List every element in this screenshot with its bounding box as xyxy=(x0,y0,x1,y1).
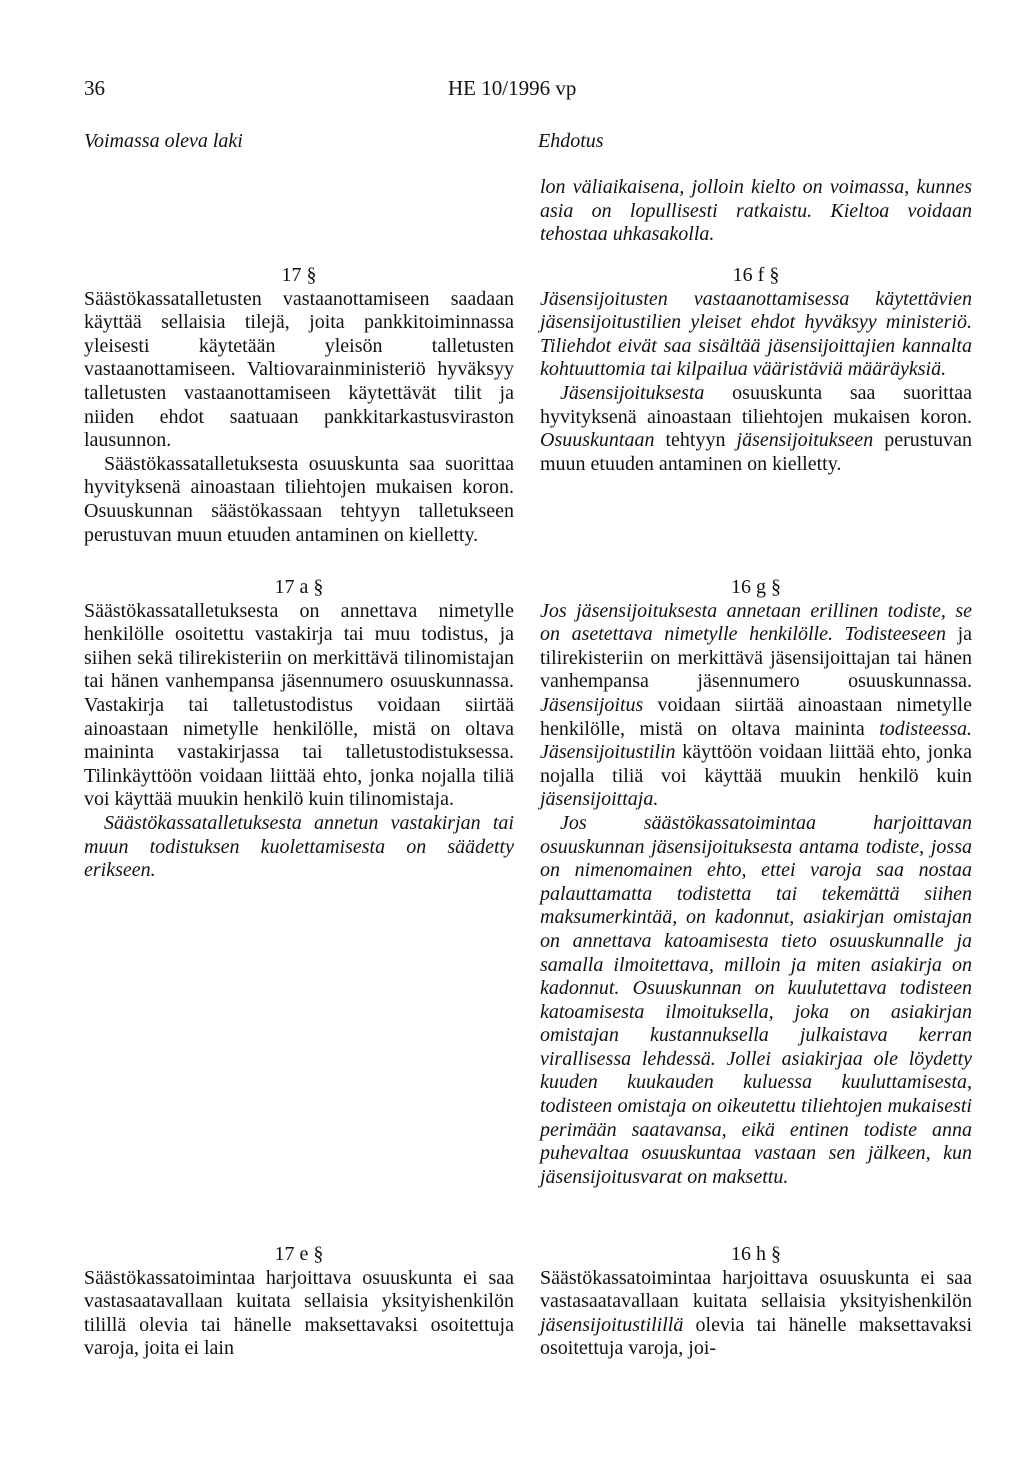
text-run: Jäsensijoituksesta xyxy=(560,381,705,404)
text-run: perustuvan muun etuuden antaminen on kielletty. xyxy=(540,429,972,475)
section-title-16f: 16 f § xyxy=(732,264,780,286)
section-16f-paragraph-2 xyxy=(540,382,972,476)
section-16g-paragraph-2: Jos säästökassatoimintaa harjoittavan osuuskunnan jäsensijoituksesta antama todiste, jossa on nimenomainen ehto, ettei varoja saa nostaa palauttamatta todistetta tai tekemättä siihen maksumerkintää, on kadonnut, asiakirjan omistajan on annettava katoamisesta tieto osuuskunnalle ja samalla ilmoitettava, milloin ja miten asiakirja on kadonnut. Osuuskunnan on kuulutettava todisteen katoamisesta ilmoituksella, joka on asiakirjan omistajan kustannuksella julkaistava kerran virallisessa lehdessä. Jollei asiakirjaa ole löydetty kuuden kuukauden kuluessa kuuluttamisesta, todisteen omistaja on oikeutettu tiliehtojen mukaisesti perimään saatavansa, eikä entinen todiste anna puhevaltaa osuuskuntaa vastaan sen jälkeen, kun jäsensijoitusvarat on maksettu. xyxy=(540,811,972,1188)
text-run: todisteessa. Jäsensijoitustilin xyxy=(540,717,972,764)
document-id: HE 10/1996 vp xyxy=(448,76,577,100)
text-run: olevia tai hänelle maksettavaksi osoitettuja varoja, joi- xyxy=(540,1313,972,1360)
left-section-17e xyxy=(84,1243,514,1361)
section-title-17: 17 § xyxy=(281,264,317,286)
right-section-16g xyxy=(540,576,972,1189)
text-run: käyttöön voidaan liittää ehto, jonka nojalla tiliä voi käyttää muukin henkilö kuin xyxy=(540,741,972,787)
page-number: 36 xyxy=(84,76,105,100)
right-section-16f xyxy=(540,264,972,476)
text-run: Säästökassatoimintaa harjoittava osuuskunta ei saa vastasaatavallaan kuitata sellaisia yksityishenkilön xyxy=(540,1266,972,1313)
section-title-17a: 17 a § xyxy=(274,576,324,598)
right-intro-continuation: lon väliaikaisena, jolloin kielto on voimassa, kunnes asia on lopullisesti ratkaistu. Kieltoa voidaan tehostaa uhkasakolla. xyxy=(540,176,972,246)
proposal-heading: Ehdotus xyxy=(538,130,604,152)
section-16f-paragraph-1: Jäsensijoitusten vastaanottamisessa käytettävien jäsensijoitustilien yleiset ehdot hyväksyy ministeriö. Tiliehdot eivät saa sisältää jäsensijoittajien kannalta kohtuuttomia tai kilpailua vääristäviä määräyksiä. xyxy=(540,287,972,381)
text-run: tehtyyn xyxy=(654,429,737,452)
text-run: voidaan siirtää ainoastaan nimetylle henkilölle, mistä on oltava maininta xyxy=(540,693,972,740)
section-title-17e: 17 e § xyxy=(274,1243,324,1265)
text-run: jäsensijoittaja. xyxy=(540,788,659,811)
section-17a-paragraph-1: Säästökassatalletuksesta on annettava nimetylle henkilölle osoitettu vastakirja tai muu todistus, ja siihen sekä tilirekisteriin on merkittävä tilinomistajan tai hänen vanhempansa jäsennumero osuuskunnassa. Vastakirja tai talletustodistus voidaan siirtää ainoastaan nimetylle henkilölle, mistä on oltava maininta vastakirjassa tai talletustodistuksessa. Tilinkäyttöön voidaan liittää ehto, jonka nojalla tiliä voi käyttää muukin henkilö kuin tilinomistaja. xyxy=(84,599,514,811)
text-run: jäsensijoitustilillä xyxy=(540,1313,684,1336)
section-17-paragraph-2: Säästökassatalletuksesta osuuskunta saa suorittaa hyvityksenä ainoastaan tiliehtojen mukaisen koron. Osuuskunnan säästökassaan tehtyyn talletukseen perustuvan muun etuuden antaminen on kielletty. xyxy=(84,452,514,546)
text-run: ja tilirekisteriin on merkittävä jäsensijoittajan tai hänen vanhempansa jäsennumero osuuskunnassa. xyxy=(540,623,973,693)
section-16h-paragraph-1 xyxy=(540,1267,972,1361)
section-17a-paragraph-2: Säästökassatalletuksesta annetun vastakirjan tai muun todistuksen kuolettamisesta on säädetty erikseen. xyxy=(84,811,514,882)
section-17e-paragraph-1: Säästökassatoimintaa harjoittava osuuskunta ei saa vastasaatavallaan kuitata sellaisia yksityishenkilön tilillä olevia tai hänelle maksettavaksi osoitettuja varoja, joita ei lain xyxy=(84,1266,514,1360)
section-title-16g: 16 g § xyxy=(731,576,781,598)
text-run: jäsensijoitukseen xyxy=(736,429,874,452)
left-section-17 xyxy=(84,264,514,547)
right-section-16h xyxy=(540,1243,972,1361)
text-run: Jos jäsensijoituksesta annetaan erillinen todiste, se on asetettava nimetylle henkilölle. Todisteeseen xyxy=(540,599,972,646)
text-run: osuuskunta saa suorittaa hyvityksenä ainoastaan tiliehtojen mukaisen koron. xyxy=(540,381,972,428)
left-section-17a xyxy=(84,576,514,883)
section-16g-paragraph-1 xyxy=(540,600,972,812)
section-17-paragraph-1: Säästökassatalletusten vastaanottamiseen saadaan käyttää sellaisia tilejä, joita pankkitoiminnassa yleisesti käytetään yleisön talletusten vastaanottamiseen. Valtiovarainministeriö hyväksyy talletusten vastaanottamiseen käytettävät tilit ja niiden ehdot saatuaan pankkitarkastusviraston lausunnon. xyxy=(84,287,514,452)
text-run: Osuuskuntaan xyxy=(540,429,655,452)
section-title-16h: 16 h § xyxy=(731,1243,781,1265)
current-law-heading: Voimassa oleva laki xyxy=(84,130,243,152)
text-run: Jäsensijoitus xyxy=(540,693,644,716)
